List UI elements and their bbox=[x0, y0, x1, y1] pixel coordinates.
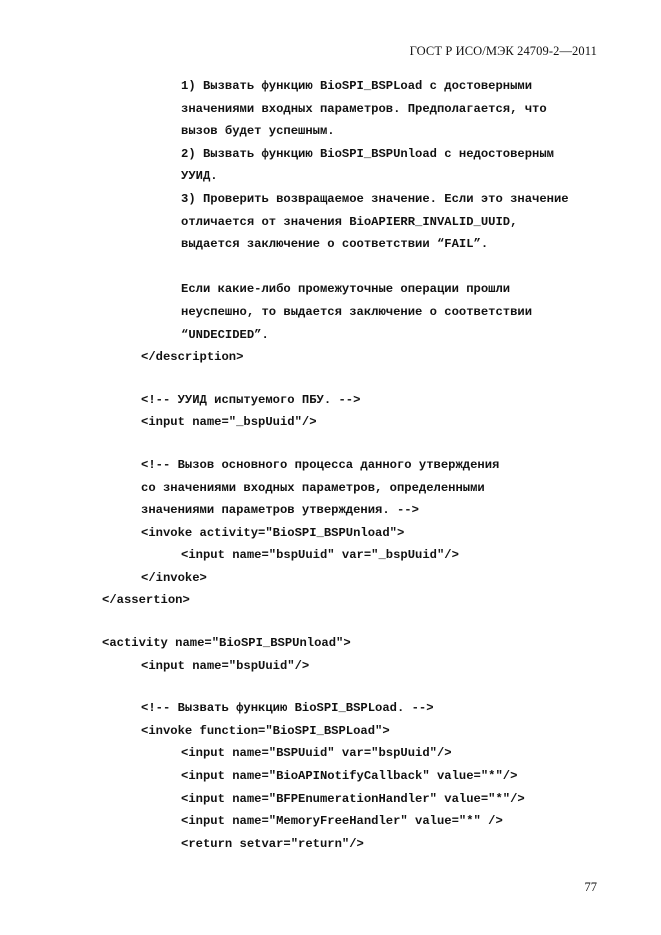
code-line: <input name="BSPUuid" var="bspUuid"/> bbox=[181, 746, 452, 761]
code-line: 1) Вызвать функцию BioSPI_BSPLoad с достоверными bbox=[181, 79, 533, 93]
code-line: значениями входных параметров. Предполагается, что bbox=[181, 101, 547, 116]
code-line: <input name="bspUuid" var="_bspUuid"/> bbox=[181, 548, 459, 563]
code-line: вызов будет успешным. bbox=[181, 124, 335, 139]
code-line: <input name="BioAPINotifyCallback" value="*"/> bbox=[181, 769, 518, 784]
code-comment: <!-- Вызвать функцию BioSPI_BSPLoad. --> bbox=[141, 701, 434, 716]
blank-line bbox=[0, 434, 661, 454]
code-line: отличается от значения BioAPIERR_INVALID_UUID, bbox=[181, 214, 518, 229]
code-comment: значениями параметров утверждения. --> bbox=[141, 503, 419, 518]
blank-line bbox=[0, 256, 661, 279]
code-line: УУИД. bbox=[181, 169, 218, 184]
code-line: <invoke function="BioSPI_BSPLoad"> bbox=[141, 723, 390, 738]
code-line: 2) Вызвать функцию BioSPI_BSPUnload с недостоверным bbox=[181, 146, 554, 161]
code-line: <input name="BFPEnumerationHandler" value="*"/> bbox=[181, 791, 525, 806]
blank-line bbox=[0, 677, 661, 697]
code-line: 3) Проверить возвращаемое значение. Если это значение bbox=[181, 191, 569, 206]
code-comment: со значениями входных параметров, определенными bbox=[141, 480, 485, 495]
code-comment: <!-- Вызов основного процесса данного утверждения bbox=[141, 457, 500, 472]
code-line: <return setvar="return"/> bbox=[181, 836, 364, 851]
code-line: Если какие-либо промежуточные операции прошли bbox=[181, 282, 511, 297]
blank-line bbox=[0, 369, 661, 389]
code-line: <input name="bspUuid"/> bbox=[141, 658, 310, 673]
code-line: <invoke activity="BioSPI_BSPUnload"> bbox=[141, 525, 405, 540]
code-line: <activity name="BioSPI_BSPUnload"> bbox=[102, 636, 351, 651]
code-line: <input name="_bspUuid"/> bbox=[141, 415, 317, 430]
code-line: </invoke> bbox=[141, 570, 207, 585]
code-listing bbox=[0, 75, 661, 855]
code-comment: <!-- УУИД испытуемого ПБУ. --> bbox=[141, 392, 361, 407]
blank-line bbox=[0, 612, 661, 632]
page-number: 77 bbox=[584, 880, 597, 894]
document-header: ГОСТ Р ИСО/МЭК 24709-2—2011 bbox=[409, 44, 597, 58]
code-line: неуспешно, то выдается заключение о соответствии bbox=[181, 304, 533, 319]
code-line: </description> bbox=[141, 350, 244, 365]
code-line: <input name="MemoryFreeHandler" value="*" /> bbox=[181, 814, 503, 829]
code-line: выдается заключение о соответствии “FAIL”. bbox=[181, 237, 489, 252]
code-line: “UNDECIDED”. bbox=[181, 327, 269, 342]
code-line: </assertion> bbox=[102, 593, 190, 608]
